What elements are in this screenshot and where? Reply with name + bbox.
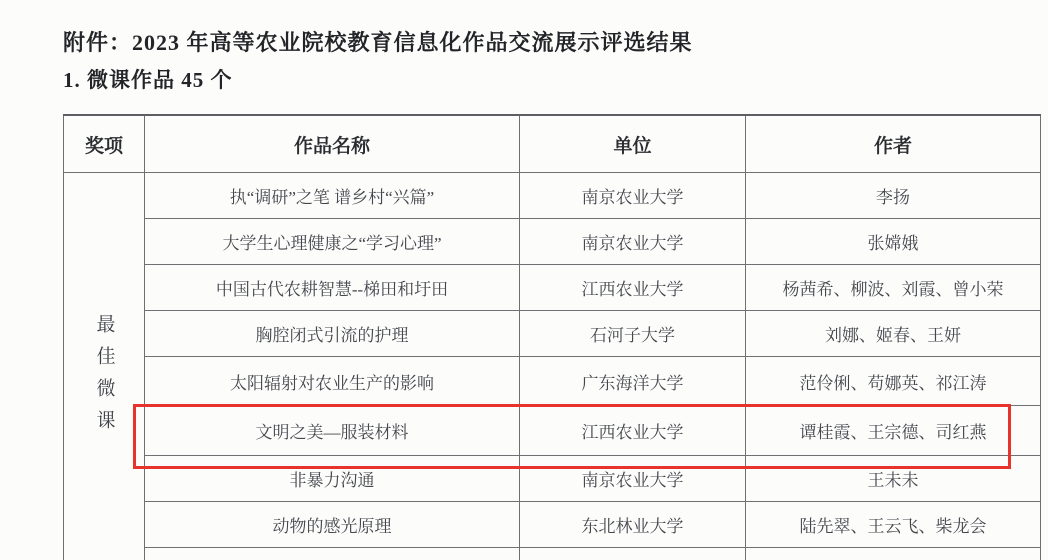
work-unit: 石河子大学 xyxy=(520,311,746,357)
section-heading: 1. 微课作品 45 个 xyxy=(63,68,233,92)
work-title: 胸腔闭式引流的护理 xyxy=(145,311,520,357)
work-authors: 谭桂霞、王宗德、司红燕 xyxy=(746,406,1041,456)
table-row xyxy=(64,456,1041,502)
work-unit xyxy=(520,548,746,560)
column-header-authors: 作者 xyxy=(746,115,1041,173)
table-row xyxy=(64,219,1041,265)
work-title: 执“调研”之笔 谱乡村“兴篇” xyxy=(145,173,520,219)
column-header-award: 奖项 xyxy=(64,115,145,173)
work-authors: 李扬 xyxy=(746,173,1041,219)
work-unit: 江西农业大学 xyxy=(520,265,746,311)
work-title: 中国古代农耕智慧--梯田和圩田 xyxy=(145,265,520,311)
table-row-highlighted xyxy=(64,406,1041,456)
work-title xyxy=(145,548,520,560)
table-row xyxy=(64,311,1041,357)
award-group-label: 最佳微课 xyxy=(93,313,115,442)
table-row xyxy=(64,265,1041,311)
work-authors: 刘娜、姬春、王妍 xyxy=(746,311,1041,357)
work-title: 文明之美—服装材料 xyxy=(145,406,520,456)
column-header-unit: 单位 xyxy=(520,115,746,173)
table-row xyxy=(64,357,1041,406)
work-title: 大学生心理健康之“学习心理” xyxy=(145,219,520,265)
table-row-partial xyxy=(64,548,1041,560)
work-unit: 南京农业大学 xyxy=(520,219,746,265)
results-table xyxy=(63,114,1041,560)
column-header-title: 作品名称 xyxy=(145,115,520,173)
work-authors: 陆先翠、王云飞、柴龙会 xyxy=(746,502,1041,548)
work-unit: 东北林业大学 xyxy=(520,502,746,548)
work-unit: 南京农业大学 xyxy=(520,456,746,502)
work-unit: 江西农业大学 xyxy=(520,406,746,456)
work-authors: 王未未 xyxy=(746,456,1041,502)
table-row xyxy=(64,502,1041,548)
work-authors: 范伶俐、苟娜英、祁江涛 xyxy=(746,357,1041,406)
document-title: 附件：2023 年高等农业院校教育信息化作品交流展示评选结果 xyxy=(63,30,693,55)
work-authors: 张嫦娥 xyxy=(746,219,1041,265)
work-authors xyxy=(746,548,1041,560)
table-header-row xyxy=(64,115,1041,173)
work-authors: 杨茜希、柳波、刘霞、曾小荣 xyxy=(746,265,1041,311)
work-unit: 南京农业大学 xyxy=(520,173,746,219)
work-title: 动物的感光原理 xyxy=(145,502,520,548)
work-title: 太阳辐射对农业生产的影响 xyxy=(145,357,520,406)
award-group-cell xyxy=(64,173,145,560)
work-title: 非暴力沟通 xyxy=(145,456,520,502)
table-row xyxy=(64,173,1041,219)
work-unit: 广东海洋大学 xyxy=(520,357,746,406)
